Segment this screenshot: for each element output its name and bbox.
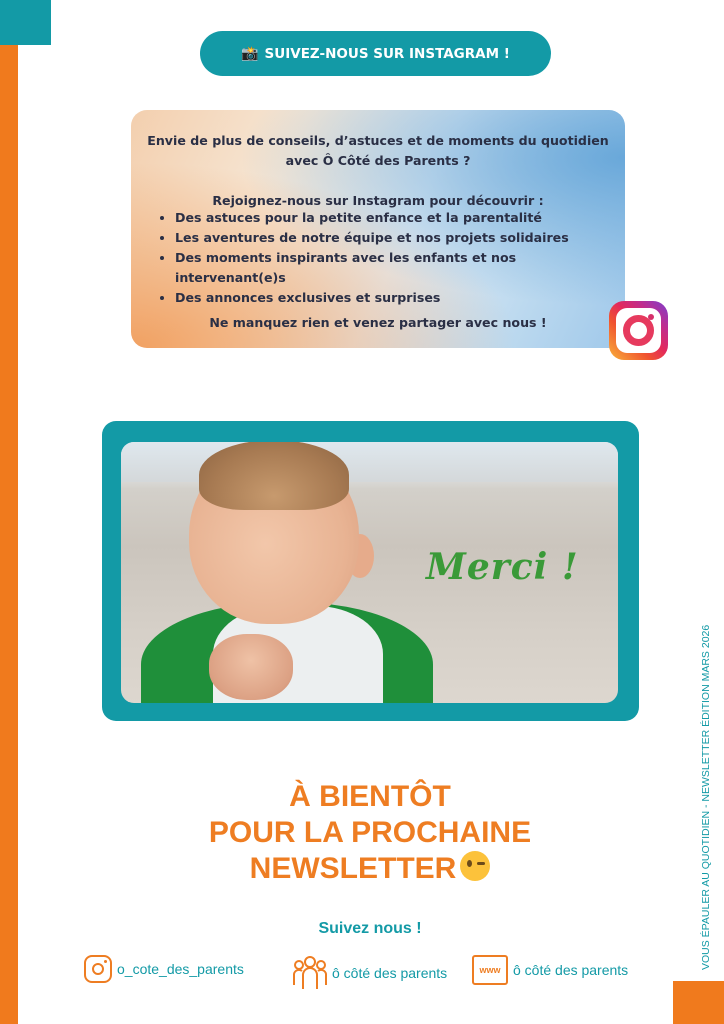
- facebook-link[interactable]: [293, 955, 447, 991]
- farewell-line-2: POUR LA PROCHAINE: [208, 816, 532, 849]
- farewell-line-3-text: NEWSLETTER: [249, 852, 457, 885]
- instagram-handle: o_cote_des_parents: [117, 961, 244, 977]
- list-item: • Des annonces exclusives et surprises: [175, 288, 625, 308]
- facebook-name: ô côté des parents: [332, 965, 448, 981]
- instagram-logo-icon[interactable]: [609, 301, 668, 360]
- camera-icon: 📸: [241, 45, 259, 62]
- wink-emoji-icon: [460, 851, 490, 881]
- edition-side-text: VOUS ÉPAULER AU QUOTIDIEN - NEWSLETTER ÉDITION MARS 2026: [700, 624, 712, 970]
- website-icon: www: [472, 955, 508, 985]
- website-name: ô côté des parents: [513, 962, 629, 978]
- instagram-icon: [84, 955, 112, 983]
- community-icon: [293, 955, 327, 991]
- orange-side-bar: [0, 45, 18, 1024]
- follow-instagram-button[interactable]: [200, 31, 551, 76]
- website-link[interactable]: [472, 955, 628, 985]
- list-item: • Les aventures de notre équipe et nos projets solidaires: [175, 228, 625, 248]
- farewell-heading: [150, 779, 590, 887]
- list-item: • Des astuces pour la petite enfance et la parentalité: [175, 208, 625, 228]
- teal-corner-decoration: [0, 0, 51, 45]
- list-item: • Des moments inspirants avec les enfants et nos intervenant(e)s: [175, 248, 625, 288]
- follow-us-title: Suivez nous !: [318, 920, 422, 937]
- intro-text: [131, 131, 625, 171]
- intro-line-1: Envie de plus de conseils, d’astuces et de moments du quotidien: [147, 133, 609, 148]
- orange-corner-decoration: [673, 981, 724, 1024]
- baby-fist: [209, 634, 293, 700]
- baby-photo: [121, 442, 618, 703]
- farewell-line-1: À BIENTÔT: [289, 780, 451, 813]
- instagram-info-card: [131, 110, 625, 348]
- benefits-list: [157, 208, 625, 308]
- intro-line-2: avec Ô Côté des Parents ?: [285, 153, 471, 168]
- join-text: Rejoignez-nous sur Instagram pour découvrir :: [212, 193, 544, 208]
- instagram-link[interactable]: [84, 955, 244, 983]
- follow-instagram-label: SUIVEZ-NOUS SUR INSTAGRAM !: [264, 45, 510, 62]
- photo-frame: [102, 421, 639, 721]
- baby-hair: [199, 442, 349, 510]
- merci-caption: Merci !: [426, 546, 579, 588]
- farewell-line-3: [150, 851, 590, 887]
- closing-text: Ne manquez rien et venez partager avec nous !: [209, 315, 547, 330]
